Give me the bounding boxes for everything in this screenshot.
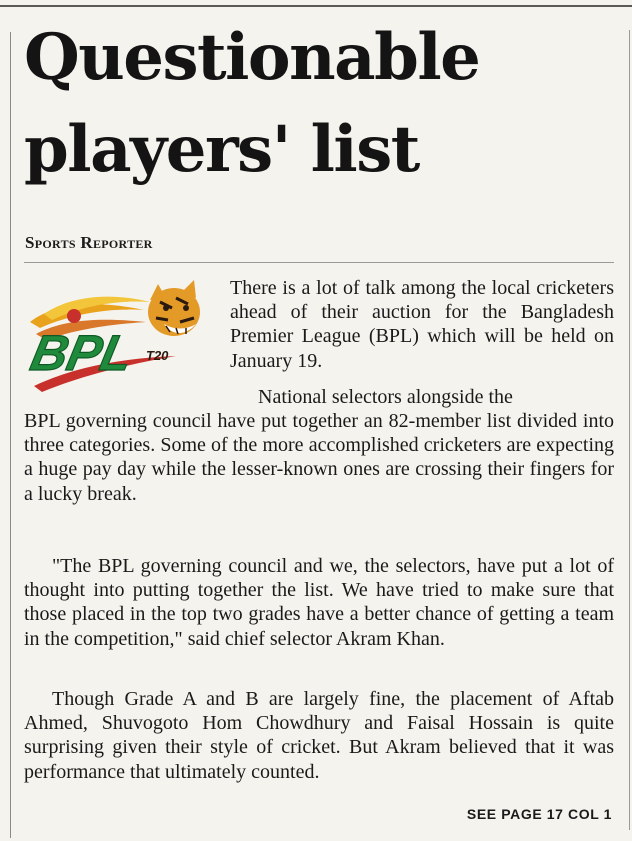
continuation-reference: SEE PAGE 17 COL 1 <box>466 806 612 822</box>
headline-line-2: players' list <box>24 112 419 187</box>
logo-subtext: T20 <box>146 348 169 363</box>
tiger-icon <box>148 280 200 336</box>
paragraph-2-continued: BPL governing council have put together an 82-member list divided into three categories. Some of the more accomplished cricketers are expecting a huge pay day while the lesser-known ones are crossing their fingers for a lucky break. <box>24 410 614 505</box>
paragraph-3-quote: "The BPL governing council and we, the selectors, have put a lot of thought into putting together the list. We have tried to make sure that those placed in the top two grades have a better chance of getting a team in the competition," said chief selector Akram Khan. <box>24 555 614 650</box>
paragraph-1: There is a lot of talk among the local cricketers ahead of their auction for the Bangladesh Premier League (BPL) which will be held on January 19. <box>230 277 614 372</box>
headline <box>24 12 624 196</box>
byline-rule <box>24 262 614 263</box>
headline-line-1: Questionable <box>24 20 480 95</box>
bpl-t20-logo <box>26 278 208 394</box>
byline: Sports Reporter <box>25 233 153 252</box>
cricket-ball-icon <box>67 309 81 323</box>
right-column-rule <box>629 30 630 830</box>
left-column-rule <box>10 32 11 838</box>
paragraph-4: Though Grade A and B are largely fine, the placement of Aftab Ahmed, Shuvogoto Hom Chowdhury and Faisal Hossain is quite surprising given their style of cricket. But Akram believed that it was performance that ultimately counted. <box>24 688 614 783</box>
top-rule <box>0 5 632 7</box>
logo-text: BPL <box>26 324 139 381</box>
paragraph-2-start: National selectors alongside the <box>258 386 513 408</box>
